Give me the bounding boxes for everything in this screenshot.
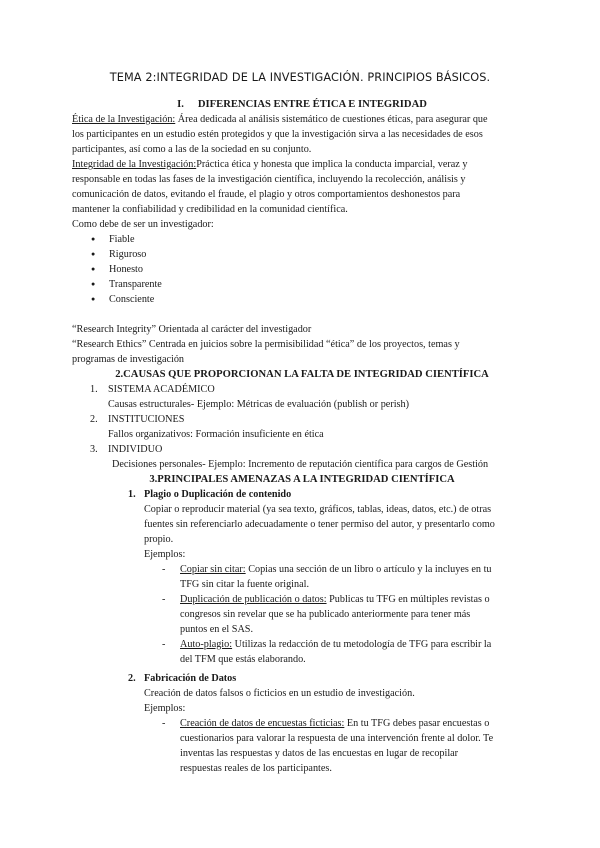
integridad-line-2: responsable en todas las fases de la investigación científica, incluyendo la recolección, análisis y xyxy=(72,174,466,185)
list-item: ● Riguroso xyxy=(72,247,532,262)
integridad-term: Integridad de la Investigación: xyxy=(72,159,197,170)
example-item xyxy=(72,592,532,637)
spacer xyxy=(72,307,532,322)
threat-1-title: Plagio o Duplicación de contenido xyxy=(144,489,292,500)
threat-1-desc-line: propio. xyxy=(144,534,174,545)
cause-detail: Decisiones personales- Ejemplo: Incremento de reputación científica para cargos de Gestión xyxy=(112,459,489,470)
list-item: ● Honesto xyxy=(72,262,532,277)
example-line: respuestas reales de los participantes. xyxy=(180,763,332,774)
example-dash: - xyxy=(162,564,166,575)
threat-1-number: 1. xyxy=(128,489,136,500)
section-1-title: DIFERENCIAS ENTRE ÉTICA E INTEGRIDAD xyxy=(197,99,427,110)
section-1-heading xyxy=(72,97,532,112)
threat-2-number: 2. xyxy=(128,673,136,684)
integridad-line-1: Práctica ética y honesta que implica la conducta imparcial, veraz y xyxy=(196,159,468,170)
section-1-number: I. xyxy=(177,99,184,110)
example-item xyxy=(72,716,532,776)
research-ethics-text xyxy=(72,337,532,367)
example-item xyxy=(72,562,532,592)
example-term: Auto-plagio: xyxy=(180,639,233,650)
page-title: TEMA 2:INTEGRIDAD DE LA INVESTIGACIÓN. PRINCIPIOS BÁSICOS. xyxy=(109,71,491,84)
threat-2-title: Fabricación de Datos xyxy=(144,673,237,684)
example-line: TFG sin citar la fuente original. xyxy=(180,579,310,590)
example-line: inventas las respuestas y datos de las encuestas en lugar de recopilar xyxy=(180,748,459,759)
cause-title: INSTITUCIONES xyxy=(108,414,185,425)
list-item: ● Transparente xyxy=(72,277,532,292)
example-line: del TFM que estás elaborando. xyxy=(180,654,306,665)
example-term: Duplicación de publicación o datos: xyxy=(180,594,327,605)
example-item xyxy=(72,637,532,667)
research-integrity-text: “Research Integrity” Orientada al carácter del investigador xyxy=(72,324,312,335)
example-term: Copiar sin citar: xyxy=(180,564,246,575)
list-item: ● Consciente xyxy=(72,292,532,307)
document-body xyxy=(72,97,532,776)
cause-item xyxy=(72,442,532,457)
example-line: Copias una sección de un libro o artículo y la incluyes en tu xyxy=(245,564,492,575)
threat-2-heading xyxy=(72,671,532,686)
cause-number: 3. xyxy=(90,444,98,455)
cause-detail: Causas estructurales- Ejemplo: Métricas de evaluación (publish or perish) xyxy=(108,399,410,410)
etica-definition xyxy=(72,112,532,157)
example-dash: - xyxy=(162,594,166,605)
example-dash: - xyxy=(162,718,166,729)
list-item: ● Fiable xyxy=(72,232,532,247)
cause-number: 2. xyxy=(90,414,98,425)
threat-1-ejemplos-label: Ejemplos: xyxy=(144,549,186,560)
etica-line-1: Área dedicada al análisis sistemático de cuestiones éticas, para asegurar que xyxy=(175,114,488,125)
example-dash: - xyxy=(162,639,166,650)
threat-1-desc-line: fuentes sin referenciarlo adecuadamente o tener permiso del autor, y presentarlo como xyxy=(144,519,495,530)
section-2-heading: 2.CAUSAS QUE PROPORCIONAN LA FALTA DE INTEGRIDAD CIENTÍFICA xyxy=(115,369,489,380)
threat-1-desc-line: Copiar o reproducir material (ya sea texto, gráficos, tablas, ideas, datos, etc.) de otras xyxy=(144,504,492,515)
integridad-definition xyxy=(72,157,532,217)
research-ethics-line-2: programas de investigación xyxy=(72,354,185,365)
threat-1-heading xyxy=(72,487,532,502)
example-line: Utilizas la redacción de tu metodología de TFG para escribir la xyxy=(232,639,492,650)
etica-term: Ética de la Investigación: xyxy=(72,114,176,125)
example-line: puntos en el SAS. xyxy=(180,624,254,635)
etica-line-2: los participantes en un estudio estén protegidos y que la investigación sirva a las necesidades de esos xyxy=(72,129,483,140)
cause-number: 1. xyxy=(90,384,98,395)
threat-1-description xyxy=(72,502,532,547)
integridad-line-3: comunicación de datos, evitando el fraude, el plagio y otros comportamientos deshonestos para xyxy=(72,189,461,200)
example-line: cuestionarios para valorar la respuesta de una intervención frente al dolor. Te xyxy=(180,733,494,744)
example-line: congresos sin revelar que se ha publicado anteriormente para tener más xyxy=(180,609,471,620)
cause-title: SISTEMA ACADÉMICO xyxy=(108,384,215,395)
threat-2-description: Creación de datos falsos o ficticios en un estudio de investigación. xyxy=(144,688,415,699)
cause-detail: Fallos organizativos: Formación insuficiente en ética xyxy=(108,429,324,440)
cause-item xyxy=(72,382,532,397)
como-debe-text: Como debe de ser un investigador: xyxy=(72,219,214,230)
research-ethics-line-1: “Research Ethics” Centrada en juicios sobre la permisibilidad “ética” de los proyectos, temas y xyxy=(72,339,460,350)
section-3-heading: 3.PRINCIPALES AMENAZAS A LA INTEGRIDAD CIENTÍFICA xyxy=(149,474,455,485)
example-line: Publicas tu TFG en múltiples revistas o xyxy=(326,594,490,605)
integridad-line-4: mantener la confiabilidad y credibilidad en la comunidad científica. xyxy=(72,204,348,215)
investigator-traits-list xyxy=(72,232,532,307)
cause-title: INDIVIDUO xyxy=(108,444,163,455)
cause-item xyxy=(72,412,532,427)
example-term: Creación de datos de encuestas ficticias: xyxy=(180,718,345,729)
etica-line-3: participantes, así como a las de la sociedad en su conjunto. xyxy=(72,144,312,155)
example-line: En tu TFG debes pasar encuestas o xyxy=(344,718,490,729)
threat-2-ejemplos-label: Ejemplos: xyxy=(144,703,186,714)
